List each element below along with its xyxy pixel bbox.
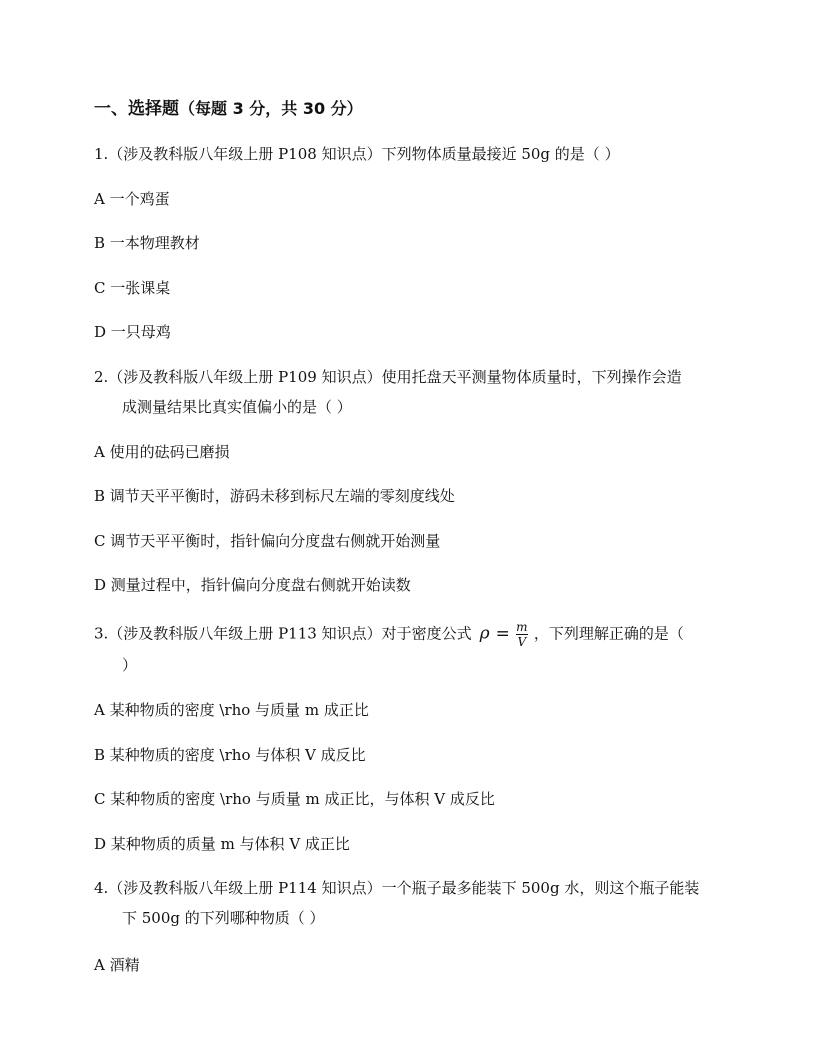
question-1-option-c: C 一张课桌 bbox=[94, 279, 171, 297]
question-4-option-a: A 酒精 bbox=[94, 956, 140, 974]
section-title bbox=[94, 94, 363, 119]
question-1-stem: 1.（涉及教科版八年级上册 P108 知识点）下列物体质量最接近 50g 的是（ ） bbox=[94, 145, 620, 163]
question-3-option-c: C 某种物质的密度 \rho 与质量 m 成正比，与体积 V 成反比 bbox=[94, 790, 495, 808]
question-3-option-d: D 某种物质的质量 m 与体积 V 成正比 bbox=[94, 835, 350, 853]
question-2-option-c: C 调节天平平衡时，指针偏向分度盘右侧就开始测量 bbox=[94, 532, 441, 550]
formula-equals: = bbox=[495, 623, 510, 644]
question-1-option-a: A 一个鸡蛋 bbox=[94, 190, 170, 208]
question-3-stem-prefix: 3.（涉及教科版八年级上册 P113 知识点）对于密度公式 bbox=[94, 624, 472, 643]
question-4-stem-line1: 4.（涉及教科版八年级上册 P114 知识点）一个瓶子最多能装下 500g 水，则这个瓶子能装 bbox=[94, 879, 700, 897]
density-formula bbox=[480, 621, 528, 648]
question-4-stem-line2: 下 500g 的下列哪种物质（ ） bbox=[122, 909, 325, 927]
question-2-stem-line2: 成测量结果比真实值偏小的是（ ） bbox=[122, 398, 352, 416]
question-2-option-a: A 使用的砝码已磨损 bbox=[94, 443, 230, 461]
question-2-option-b: B 调节天平平衡时，游码未移到标尺左端的零刻度线处 bbox=[94, 487, 455, 505]
question-1-option-b: B 一本物理教材 bbox=[94, 234, 200, 252]
section-title-text: 一、选择题 bbox=[94, 99, 179, 119]
question-2-option-d: D 测量过程中，指针偏向分度盘右侧就开始读数 bbox=[94, 576, 411, 594]
formula-rho: ρ bbox=[479, 623, 490, 644]
question-3-option-b: B 某种物质的密度 \rho 与体积 V 成反比 bbox=[94, 746, 366, 764]
question-2-stem-line1: 2.（涉及教科版八年级上册 P109 知识点）使用托盘天平测量物体质量时，下列操作会造 bbox=[94, 368, 682, 386]
formula-fraction bbox=[516, 621, 528, 648]
question-3-stem-line1 bbox=[94, 621, 684, 648]
section-score-note: （每题 3 分，共 30 分） bbox=[179, 99, 363, 118]
question-3-stem-suffix: ，下列理解正确的是（ bbox=[533, 624, 684, 643]
question-3-stem-line2: ） bbox=[122, 656, 138, 674]
formula-denominator: V bbox=[517, 635, 527, 649]
question-1-option-d: D 一只母鸡 bbox=[94, 323, 171, 341]
question-3-option-a: A 某种物质的密度 \rho 与质量 m 成正比 bbox=[94, 701, 369, 719]
formula-numerator: m bbox=[516, 620, 528, 634]
